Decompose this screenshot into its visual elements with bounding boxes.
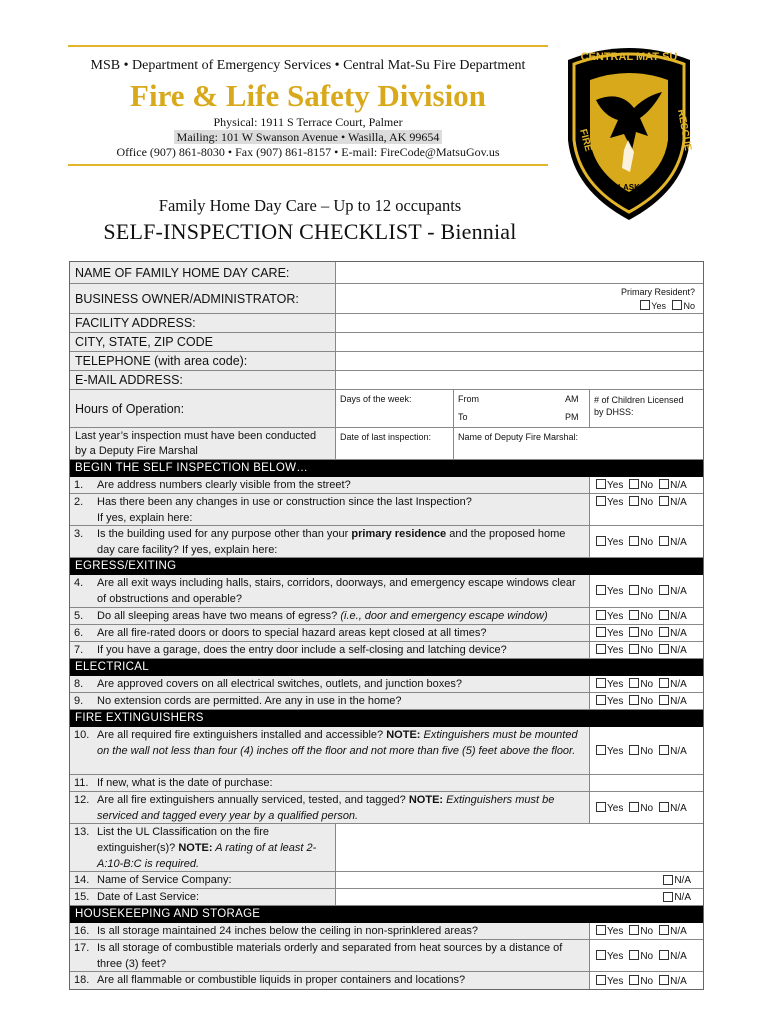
question-11-answer-field[interactable] [590,775,703,791]
q9-no-checkbox[interactable] [629,695,639,705]
section-electrical: ELECTRICAL [70,659,703,676]
question-5-text: Do all sleeping areas have two means of egress? (i.e., door and emergency escape window) [97,610,548,622]
q7-yes-checkbox[interactable] [596,644,606,654]
q9-yes-checkbox[interactable] [596,695,606,705]
row-hours [70,390,703,428]
q6-na-checkbox[interactable] [659,627,669,637]
logo-text-right: RESCUE [675,108,694,152]
q1-yes-checkbox[interactable] [596,479,606,489]
label-facility-address: FACILITY ADDRESS: [70,314,336,332]
question-14: 14. Name of Service Company: N/A [70,872,703,889]
question-4-options: Yes No N/A [590,575,703,607]
q7-no-checkbox[interactable] [629,644,639,654]
hours-to-label: To [458,412,468,422]
question-9-options: Yes No N/A [590,693,703,709]
question-9: 9. No extension cords are permitted. Are any in use in the home? Yes No N/A [70,693,703,710]
question-10-text: Are all required fire extinguishers installed and accessible? NOTE: Extinguishers must be mounted on the wall not less than four (4) inches off the floor and not more than five (5) feet above the floor. [97,729,578,757]
question-8-options: Yes No N/A [590,676,703,692]
q16-na-checkbox[interactable] [659,925,669,935]
question-1-text: Are address numbers clearly visible from the street? [97,479,351,491]
question-13: 13. List the UL Classification on the fire extinguisher(s)? NOTE: A rating of at least 2-A:10-B:C is required. [70,824,703,872]
q16-yes-checkbox[interactable] [596,925,606,935]
form-title: SELF-INSPECTION CHECKLIST - Biennial [103,219,517,244]
primary-resident-options: Yes No [640,300,695,311]
q9-na-checkbox[interactable] [659,695,669,705]
question-12: 12. Are all fire extinguishers annually serviced, tested, and tagged? NOTE: Extinguishers must be serviced and tagged every year by a qualified person. Yes No N/A [70,792,703,824]
days-of-week-field[interactable]: Days of the week: [340,394,412,404]
q12-yes-checkbox[interactable] [596,802,606,812]
question-7-options: Yes No N/A [590,642,703,658]
q8-yes-checkbox[interactable] [596,678,606,688]
q4-no-checkbox[interactable] [629,585,639,595]
email-field[interactable] [336,371,703,389]
question-5: 5. Do all sleeping areas have two means of egress? (i.e., door and emergency escape window) Yes No N/A [70,608,703,625]
last-inspection-cells [336,428,703,459]
q17-yes-checkbox[interactable] [596,950,606,960]
label-city-state-zip: CITY, STATE, ZIP CODE [70,333,336,351]
question-18: 18. Are all flammable or combustible liquids in proper containers and locations? Yes No N/A [70,972,703,989]
q2-no-checkbox[interactable] [629,496,639,506]
question-9-text: No extension cords are permitted. Are any in use in the home? [97,695,402,707]
section-begin: BEGIN THE SELF INSPECTION BELOW… [70,460,703,477]
logo-text-bottom: ALASKA [612,183,646,192]
question-2: 2. Has there been any changes in use or construction since the last Inspection? If yes, explain here: Yes No N/A [70,494,703,526]
question-15-options: N/A [336,889,703,905]
question-14-text: Name of Service Company: [97,874,232,886]
question-3-options: Yes No N/A [590,526,703,557]
org-line: MSB • Department of Emergency Services • Central Mat-Su Fire Department [90,58,526,73]
question-12-options: Yes No N/A [590,792,703,823]
q2-na-checkbox[interactable] [659,496,669,506]
business-owner-field[interactable] [336,284,703,313]
q17-no-checkbox[interactable] [629,950,639,960]
question-6: 6. Are all fire-rated doors or doors to special hazard areas kept closed at all times? Yes No N/A [70,625,703,642]
question-6-text: Are all fire-rated doors or doors to special hazard areas kept closed at all times? [97,627,487,639]
question-18-options: Yes No N/A [590,972,703,989]
hours-from-label: From [458,394,479,404]
q18-na-checkbox[interactable] [659,975,669,985]
q6-yes-checkbox[interactable] [596,627,606,637]
logo-text-left: FIRE [577,127,594,153]
label-day-care-name: NAME OF FAMILY HOME DAY CARE: [70,262,336,283]
hours-pm-label: PM [565,412,579,422]
q3-na-checkbox[interactable] [659,536,669,546]
q17-na-checkbox[interactable] [659,950,669,960]
division-title: Fire & Life Safety Division [130,78,486,113]
section-egress: EGRESS/EXITING [70,558,703,575]
question-8: 8. Are approved covers on all electrical switches, outlets, and junction boxes? Yes No N/A [70,676,703,693]
row-day-care-name [70,262,703,284]
question-11: 11. If new, what is the date of purchase: [70,775,703,792]
question-2-explain[interactable]: If yes, explain here: [97,512,193,524]
question-17: 17. Is all storage of combustible materials orderly and separated from heat sources by a distance of three (3) feet? Yes No N/A [70,940,703,972]
label-telephone: TELEPHONE (with area code): [70,352,336,370]
question-12-text: Are all fire extinguishers annually serviced, tested, and tagged? NOTE: Extinguishers must be serviced and tagged every year by a qualified person. [97,794,555,822]
deputy-fire-marshal-field[interactable]: Name of Deputy Fire Marshal: [458,432,579,442]
logo-text-top: CENTRAL MAT-SU [580,51,678,63]
question-8-text: Are approved covers on all electrical switches, outlets, and junction boxes? [97,678,463,690]
question-6-options: Yes No N/A [590,625,703,641]
question-18-text: Are all flammable or combustible liquids in proper containers and locations? [97,974,466,986]
q8-no-checkbox[interactable] [629,678,639,688]
q3-yes-checkbox[interactable] [596,536,606,546]
checklist-table [69,261,704,990]
q10-yes-checkbox[interactable] [596,745,606,755]
q15-na-checkbox[interactable] [663,892,673,902]
section-housekeeping: HOUSEKEEPING AND STORAGE [70,906,703,923]
q18-yes-checkbox[interactable] [596,975,606,985]
q10-no-checkbox[interactable] [629,745,639,755]
q4-yes-checkbox[interactable] [596,585,606,595]
q7-na-checkbox[interactable] [659,644,669,654]
date-last-inspection-field[interactable]: Date of last inspection: [340,432,432,442]
hours-cells [336,390,703,427]
question-7-text: If you have a garage, does the entry door include a self-closing and latching device? [97,644,507,656]
q16-no-checkbox[interactable] [629,925,639,935]
central-mat-su-fire-rescue-logo [560,40,698,222]
label-hours: Hours of Operation: [70,390,336,427]
q1-na-checkbox[interactable] [659,479,669,489]
facility-address-field[interactable] [336,314,703,332]
primary-resident-no-checkbox[interactable] [672,300,682,310]
question-13-answer-field[interactable] [336,824,703,871]
section-extinguishers: FIRE EXTINGUISHERS [70,710,703,727]
question-17-options: Yes No N/A [590,940,703,971]
row-email [70,371,703,390]
q12-no-checkbox[interactable] [629,802,639,812]
q5-yes-checkbox[interactable] [596,610,606,620]
q14-na-checkbox[interactable] [663,875,673,885]
question-3-text: Is the building used for any purpose other than your primary residence and the proposed home day care facility? If yes, explain here: [97,528,566,556]
hours-am-label: AM [565,394,579,404]
city-state-zip-field[interactable] [336,333,703,351]
label-last-inspection: Last year’s inspection must have been conducted by a Deputy Fire Marshal [70,428,336,459]
q2-yes-checkbox[interactable] [596,496,606,506]
question-4: 4. Are all exit ways including halls, stairs, corridors, doorways, and emergency escape windows clear of obstructions and operable? Yes No N/A [70,575,703,608]
row-telephone [70,352,703,371]
header-top-rule [68,45,548,47]
question-5-options: Yes No N/A [590,608,703,624]
question-2-text: Has there been any changes in use or construction since the last Inspection? [97,496,472,508]
question-16-text: Is all storage maintained 24 inches below the ceiling in non-sprinklered areas? [97,925,478,937]
children-licensed-field[interactable]: # of Children Licensed by DHSS: [594,395,684,417]
question-2-options: Yes No N/A [590,494,703,525]
mailing-address: Mailing: 101 W Swanson Avenue • Wasilla, AK 99654 [64,130,552,145]
q3-no-checkbox[interactable] [629,536,639,546]
row-facility-address [70,314,703,333]
question-3: 3. Is the building used for any purpose other than your primary residence and the proposed home day care facility? If yes, explain here: Yes No N/A [70,526,703,558]
question-17-text: Is all storage of combustible materials orderly and separated from heat sources by a distance of three (3) feet? [97,942,563,970]
q1-no-checkbox[interactable] [629,479,639,489]
header-bottom-rule [68,164,548,166]
question-4-text: Are all exit ways including halls, stairs, corridors, doorways, and emergency escape windows clear of obstructions and operable? [97,577,576,605]
q6-no-checkbox[interactable] [629,627,639,637]
office-contact: Office (907) 861-8030 • Fax (907) 861-8157 • E-mail: FireCode@MatsuGov.us [116,145,500,159]
primary-resident-yes-checkbox[interactable] [640,300,650,310]
question-13-text: List the UL Classification on the fire extinguisher(s)? NOTE: A rating of at least 2-A:10-B:C is required. [97,826,317,870]
row-city-state-zip [70,333,703,352]
q5-no-checkbox[interactable] [629,610,639,620]
q10-na-checkbox[interactable] [659,745,669,755]
row-last-inspection [70,428,703,460]
row-business-owner [70,284,703,314]
form-subtitle: Family Home Day Care – Up to 12 occupants [158,196,462,215]
question-10: 10. Are all required fire extinguishers installed and accessible? NOTE: Extinguishers must be mounted on the wall not less than four (4) inches off the floor and not more than five (5) feet above the floor. Yes No N/A [70,727,703,775]
primary-resident-label: Primary Resident? [620,287,695,297]
physical-address: Physical: 1911 S Terrace Court, Palmer [213,115,403,129]
question-10-options: Yes No N/A [590,727,703,774]
telephone-field[interactable] [336,352,703,370]
question-15: 15. Date of Last Service: N/A [70,889,703,906]
question-16: 16. Is all storage maintained 24 inches below the ceiling in non-sprinklered areas? Yes No N/A [70,923,703,940]
q4-na-checkbox[interactable] [659,585,669,595]
label-business-owner: BUSINESS OWNER/ADMINISTRATOR: [70,284,336,313]
day-care-name-field[interactable] [336,262,703,283]
question-11-text: If new, what is the date of purchase: [97,777,273,789]
q5-na-checkbox[interactable] [659,610,669,620]
question-15-text: Date of Last Service: [97,891,200,903]
q12-na-checkbox[interactable] [659,802,669,812]
label-email: E-MAIL ADDRESS: [70,371,336,389]
q18-no-checkbox[interactable] [629,975,639,985]
question-14-options: N/A [336,872,703,888]
question-1: 1. Are address numbers clearly visible from the street? Yes No N/A [70,477,703,494]
question-1-options: Yes No N/A [590,477,703,493]
q8-na-checkbox[interactable] [659,678,669,688]
question-16-options: Yes No N/A [590,923,703,939]
question-7: 7. If you have a garage, does the entry door include a self-closing and latching device? Yes No N/A [70,642,703,659]
